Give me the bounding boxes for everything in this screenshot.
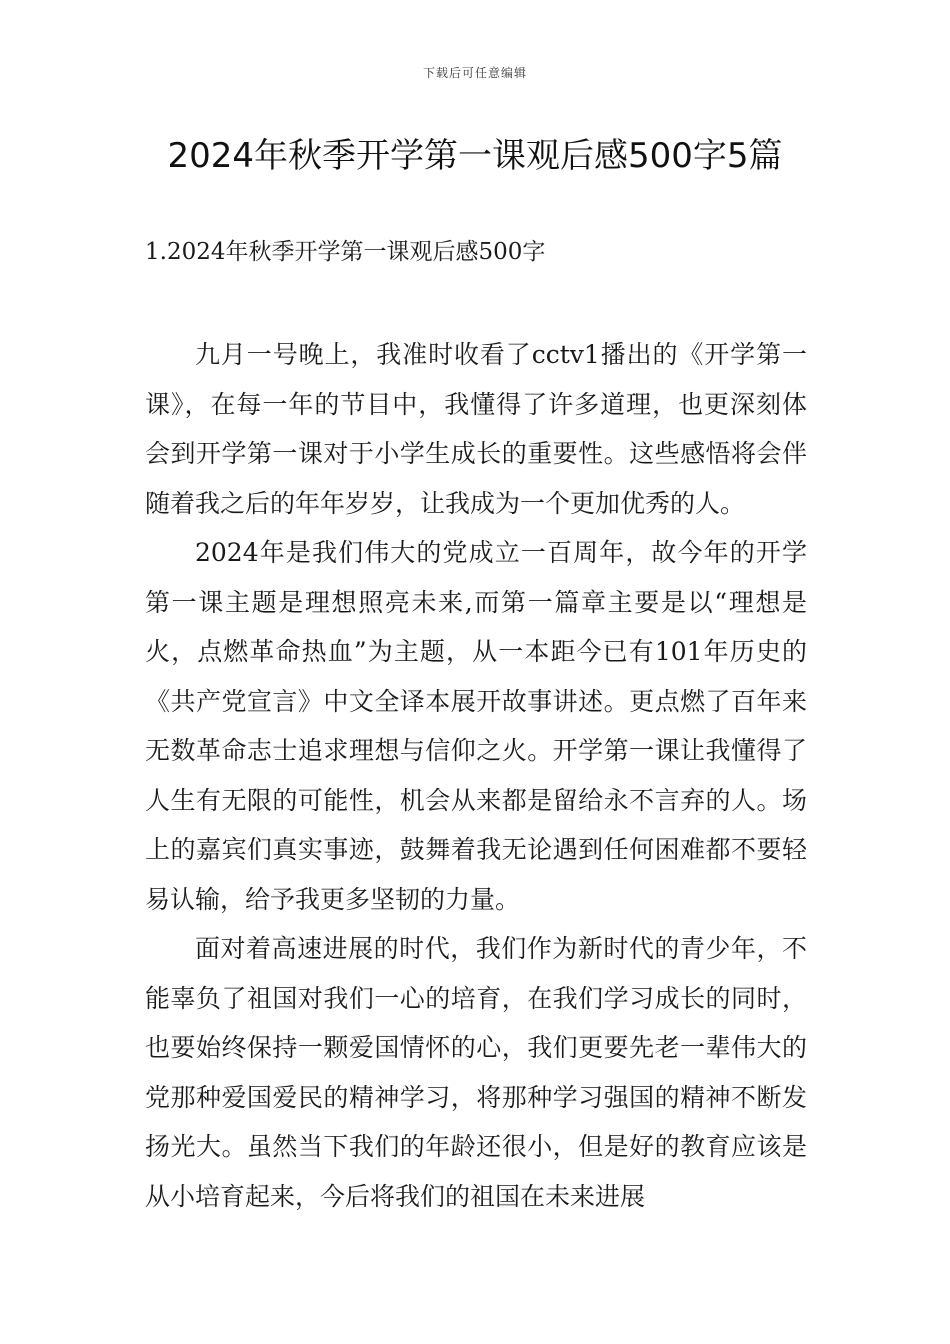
document-title: 2024年秋季开学第一课观后感500字5篇 [167, 136, 783, 176]
header-note: 下载后可任意编辑 [422, 66, 527, 80]
paragraph-1: 九月一号晚上，我准时收看了cctv1播出的《开学第一课》，在每一年的节目中，我懂得了许多道理，也更深刻体会到开学第一课对于小学生成长的重要性。这些感悟将会伴随着我之后的年年岁岁，让我成为一个更加优秀的人。 [145, 340, 807, 518]
section-heading: 1.2024年秋季开学第一课观后感500字 [145, 239, 546, 265]
document-body [145, 330, 807, 1221]
paragraph-3: 面对着高速进展的时代，我们作为新时代的青少年，不能辜负了祖国对我们一心的培育，在我们学习成长的同时，也要始终保持一颗爱国情怀的心，我们更要先老一辈伟大的党那种爱国爱民的精神学习，将那种学习强国的精神不断发扬光大。虽然当下我们的年龄还很小，但是好的教育应该是从小培育起来，今后将我们的祖国在未来进展 [145, 934, 807, 1211]
paragraph-2: 2024年是我们伟大的党成立一百周年，故今年的开学第一课主题是理想照亮未来,而第一篇章主要是以“理想是火，点燃革命热血”为主题，从一本距今已有101年历史的《共产党宣言》中文全译本展开故事讲述。更点燃了百年来无数革命志士追求理想与信仰之火。开学第一课让我懂得了人生有无限的可能性，机会从来都是留给永不言弃的人。场上的嘉宾们真实事迹，鼓舞着我无论遇到任何困难都不要轻易认输，给予我更多坚韧的力量。 [145, 538, 807, 914]
